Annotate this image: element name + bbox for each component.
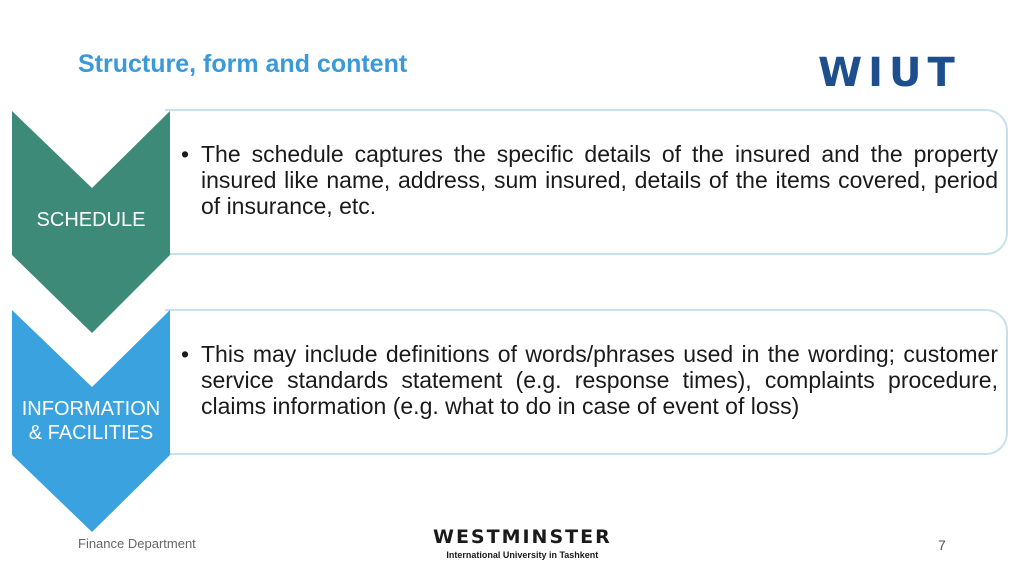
wiut-logo: WIUT	[818, 50, 961, 96]
schedule-text: The schedule captures the specific details of the insured and the property insured like name, address, sum insured, details of the items covered, period of insurance, etc.	[201, 141, 998, 219]
bullet-icon: •	[181, 341, 190, 367]
footer-department: Finance Department	[78, 536, 196, 551]
university-subtitle: International University in Tashkent	[446, 550, 599, 560]
schedule-bullet	[181, 141, 998, 219]
westminster-logo	[433, 526, 612, 560]
chevron-shapes	[0, 0, 180, 574]
information-label	[12, 397, 170, 445]
slide-title: Structure, form and content	[78, 50, 408, 78]
information-label-line1: INFORMATION	[21, 398, 161, 420]
information-content-box	[165, 309, 1008, 455]
page-number: 7	[938, 537, 946, 553]
bullet-icon: •	[181, 141, 190, 167]
university-name: WESTMINSTER	[433, 526, 612, 548]
information-text: This may include definitions of words/phrases used in the wording; customer service standards statement (e.g. response times), complaints procedure, claims information (e.g. what to do in case of event of loss)	[201, 341, 998, 419]
information-label-line2: & FACILITIES	[28, 422, 154, 444]
schedule-label: SCHEDULE	[36, 209, 146, 231]
schedule-content-box	[165, 109, 1008, 255]
information-bullet	[181, 341, 998, 419]
